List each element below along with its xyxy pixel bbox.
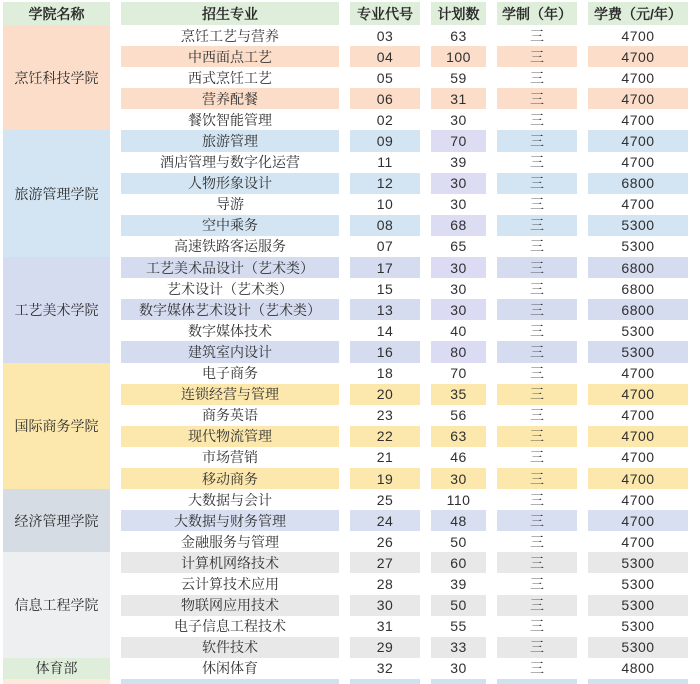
tuition-cell: 5300 — [588, 236, 688, 257]
major-cell: 西式烹饪工艺 — [121, 67, 339, 88]
plan-cell: 33 — [431, 637, 486, 658]
tuition-cell: 4700 — [588, 468, 688, 489]
college-cell: 信息工程学院 — [3, 552, 110, 657]
tuition-cell: 5300 — [588, 573, 688, 594]
duration-cell: 三 — [497, 46, 577, 67]
major-cell: 计算机网络技术 — [121, 552, 339, 573]
code-cell: 32 — [350, 658, 420, 679]
duration-cell: 三 — [497, 173, 577, 194]
code-cell: 10 — [350, 194, 420, 215]
major-cell: 大数据与财务管理 — [121, 510, 339, 531]
duration-cell: 三 — [497, 236, 577, 257]
duration-cell: 三 — [497, 595, 577, 616]
tuition-cell: 4700 — [588, 130, 688, 151]
tuition-cell: 4700 — [588, 426, 688, 447]
next-row-preview-cell — [497, 679, 577, 684]
tuition-cell: 4700 — [588, 510, 688, 531]
plan-cell: 80 — [431, 341, 486, 362]
plan-cell: 63 — [431, 25, 486, 46]
tuition-cell: 4700 — [588, 447, 688, 468]
tuition-cell: 4700 — [588, 531, 688, 552]
tuition-cell: 4700 — [588, 152, 688, 173]
code-cell: 24 — [350, 510, 420, 531]
tuition-cell: 4700 — [588, 384, 688, 405]
tuition-cell: 4700 — [588, 67, 688, 88]
duration-cell: 三 — [497, 25, 577, 46]
plan-cell: 55 — [431, 616, 486, 637]
code-cell: 09 — [350, 130, 420, 151]
code-cell: 27 — [350, 552, 420, 573]
major-cell: 高速铁路客运服务 — [121, 236, 339, 257]
plan-cell: 30 — [431, 194, 486, 215]
tuition-cell: 6800 — [588, 299, 688, 320]
tuition-cell: 4700 — [588, 194, 688, 215]
tuition-cell: 5300 — [588, 637, 688, 658]
duration-cell: 三 — [497, 88, 577, 109]
major-cell: 烹饪工艺与营养 — [121, 25, 339, 46]
code-cell: 04 — [350, 46, 420, 67]
major-cell: 电子商务 — [121, 363, 339, 384]
college-cell: 体育部 — [3, 658, 110, 679]
plan-cell: 60 — [431, 552, 486, 573]
code-cell: 11 — [350, 152, 420, 173]
code-cell: 31 — [350, 616, 420, 637]
college-cell: 国际商务学院 — [3, 363, 110, 490]
plan-cell: 30 — [431, 299, 486, 320]
major-cell: 大数据与会计 — [121, 489, 339, 510]
code-cell: 23 — [350, 405, 420, 426]
college-cell: 工艺美术学院 — [3, 257, 110, 362]
code-cell: 26 — [350, 531, 420, 552]
major-cell: 移动商务 — [121, 468, 339, 489]
duration-cell: 三 — [497, 130, 577, 151]
tuition-cell: 4700 — [588, 46, 688, 67]
plan-cell: 50 — [431, 531, 486, 552]
plan-cell: 48 — [431, 510, 486, 531]
plan-cell: 39 — [431, 152, 486, 173]
plan-cell: 30 — [431, 173, 486, 194]
plan-cell: 39 — [431, 573, 486, 594]
duration-cell: 三 — [497, 363, 577, 384]
major-cell: 商务英语 — [121, 405, 339, 426]
next-row-preview-cell — [350, 679, 420, 684]
duration-cell: 三 — [497, 552, 577, 573]
duration-cell: 三 — [497, 320, 577, 341]
college-cell: 烹饪科技学院 — [3, 25, 110, 130]
code-cell: 28 — [350, 573, 420, 594]
major-cell: 连锁经营与管理 — [121, 384, 339, 405]
duration-cell: 三 — [497, 489, 577, 510]
duration-cell: 三 — [497, 278, 577, 299]
duration-cell: 三 — [497, 299, 577, 320]
plan-cell: 30 — [431, 109, 486, 130]
major-cell: 餐饮智能管理 — [121, 109, 339, 130]
plan-cell: 31 — [431, 88, 486, 109]
tuition-header: 学费（元/年） — [588, 2, 688, 25]
tuition-cell: 5300 — [588, 215, 688, 236]
plan-cell: 70 — [431, 130, 486, 151]
duration-cell: 三 — [497, 341, 577, 362]
code-cell: 13 — [350, 299, 420, 320]
code-cell: 20 — [350, 384, 420, 405]
tuition-cell: 4700 — [588, 25, 688, 46]
duration-header: 学制（年） — [497, 2, 577, 25]
plan-cell: 59 — [431, 67, 486, 88]
tuition-cell: 4700 — [588, 109, 688, 130]
major-cell: 空中乘务 — [121, 215, 339, 236]
code-cell: 16 — [350, 341, 420, 362]
code-cell: 15 — [350, 278, 420, 299]
major-cell: 市场营销 — [121, 447, 339, 468]
tuition-cell: 5300 — [588, 320, 688, 341]
duration-cell: 三 — [497, 531, 577, 552]
code-cell: 25 — [350, 489, 420, 510]
next-row-preview-cell — [588, 679, 688, 684]
major-cell: 现代物流管理 — [121, 426, 339, 447]
major-cell: 物联网应用技术 — [121, 595, 339, 616]
plan-cell: 46 — [431, 447, 486, 468]
tuition-cell: 5300 — [588, 341, 688, 362]
duration-cell: 三 — [497, 67, 577, 88]
code-cell: 08 — [350, 215, 420, 236]
tuition-cell: 4700 — [588, 88, 688, 109]
next-row-preview-cell — [431, 679, 486, 684]
major-cell: 软件技术 — [121, 637, 339, 658]
code-cell: 29 — [350, 637, 420, 658]
major-cell: 云计算技术应用 — [121, 573, 339, 594]
tuition-cell: 5300 — [588, 616, 688, 637]
major-cell: 电子信息工程技术 — [121, 616, 339, 637]
major-cell: 艺术设计（艺术类） — [121, 278, 339, 299]
major-cell: 营养配餐 — [121, 88, 339, 109]
code-cell: 05 — [350, 67, 420, 88]
major-cell: 人物形象设计 — [121, 173, 339, 194]
plan-cell: 68 — [431, 215, 486, 236]
code-cell: 06 — [350, 88, 420, 109]
code-header: 专业代号 — [350, 2, 420, 25]
plan-cell: 35 — [431, 384, 486, 405]
tuition-cell: 6800 — [588, 278, 688, 299]
plan-cell: 30 — [431, 468, 486, 489]
tuition-cell: 5300 — [588, 552, 688, 573]
duration-cell: 三 — [497, 637, 577, 658]
next-row-preview-cell — [3, 679, 110, 684]
major-cell: 旅游管理 — [121, 130, 339, 151]
tuition-cell: 4700 — [588, 363, 688, 384]
duration-cell: 三 — [497, 384, 577, 405]
duration-cell: 三 — [497, 257, 577, 278]
duration-cell: 三 — [497, 616, 577, 637]
plan-cell: 50 — [431, 595, 486, 616]
tuition-cell: 4700 — [588, 489, 688, 510]
major-cell: 数字媒体艺术设计（艺术类） — [121, 299, 339, 320]
code-cell: 07 — [350, 236, 420, 257]
code-cell: 02 — [350, 109, 420, 130]
major-cell: 中西面点工艺 — [121, 46, 339, 67]
plan-cell: 56 — [431, 405, 486, 426]
tuition-cell: 6800 — [588, 257, 688, 278]
major-cell: 导游 — [121, 194, 339, 215]
duration-cell: 三 — [497, 109, 577, 130]
code-cell: 17 — [350, 257, 420, 278]
major-cell: 建筑室内设计 — [121, 341, 339, 362]
duration-cell: 三 — [497, 426, 577, 447]
major-cell: 酒店管理与数字化运营 — [121, 152, 339, 173]
code-cell: 12 — [350, 173, 420, 194]
plan-cell: 30 — [431, 278, 486, 299]
duration-cell: 三 — [497, 152, 577, 173]
tuition-cell: 6800 — [588, 173, 688, 194]
plan-cell: 65 — [431, 236, 486, 257]
major-header: 招生专业 — [121, 2, 339, 25]
plan-cell: 63 — [431, 426, 486, 447]
duration-cell: 三 — [497, 468, 577, 489]
duration-cell: 三 — [497, 510, 577, 531]
plan-cell: 40 — [431, 320, 486, 341]
duration-cell: 三 — [497, 405, 577, 426]
major-cell: 休闲体育 — [121, 658, 339, 679]
tuition-cell: 4800 — [588, 658, 688, 679]
plan-cell: 110 — [431, 489, 486, 510]
next-row-preview-cell — [121, 679, 339, 684]
code-cell: 30 — [350, 595, 420, 616]
code-cell: 14 — [350, 320, 420, 341]
duration-cell: 三 — [497, 194, 577, 215]
duration-cell: 三 — [497, 573, 577, 594]
plan-cell: 70 — [431, 363, 486, 384]
code-cell: 19 — [350, 468, 420, 489]
plan-cell: 30 — [431, 257, 486, 278]
code-cell: 18 — [350, 363, 420, 384]
college-cell: 经济管理学院 — [3, 489, 110, 552]
tuition-cell: 4700 — [588, 405, 688, 426]
college-name-header: 学院名称 — [3, 2, 110, 25]
duration-cell: 三 — [497, 447, 577, 468]
tuition-cell: 5300 — [588, 595, 688, 616]
major-cell: 工艺美术品设计（艺术类） — [121, 257, 339, 278]
plan-cell: 30 — [431, 658, 486, 679]
duration-cell: 三 — [497, 658, 577, 679]
duration-cell: 三 — [497, 215, 577, 236]
major-cell: 数字媒体技术 — [121, 320, 339, 341]
code-cell: 21 — [350, 447, 420, 468]
college-cell: 旅游管理学院 — [3, 130, 110, 257]
plan-header: 计划数 — [431, 2, 486, 25]
plan-cell: 100 — [431, 46, 486, 67]
major-cell: 金融服务与管理 — [121, 531, 339, 552]
code-cell: 03 — [350, 25, 420, 46]
code-cell: 22 — [350, 426, 420, 447]
